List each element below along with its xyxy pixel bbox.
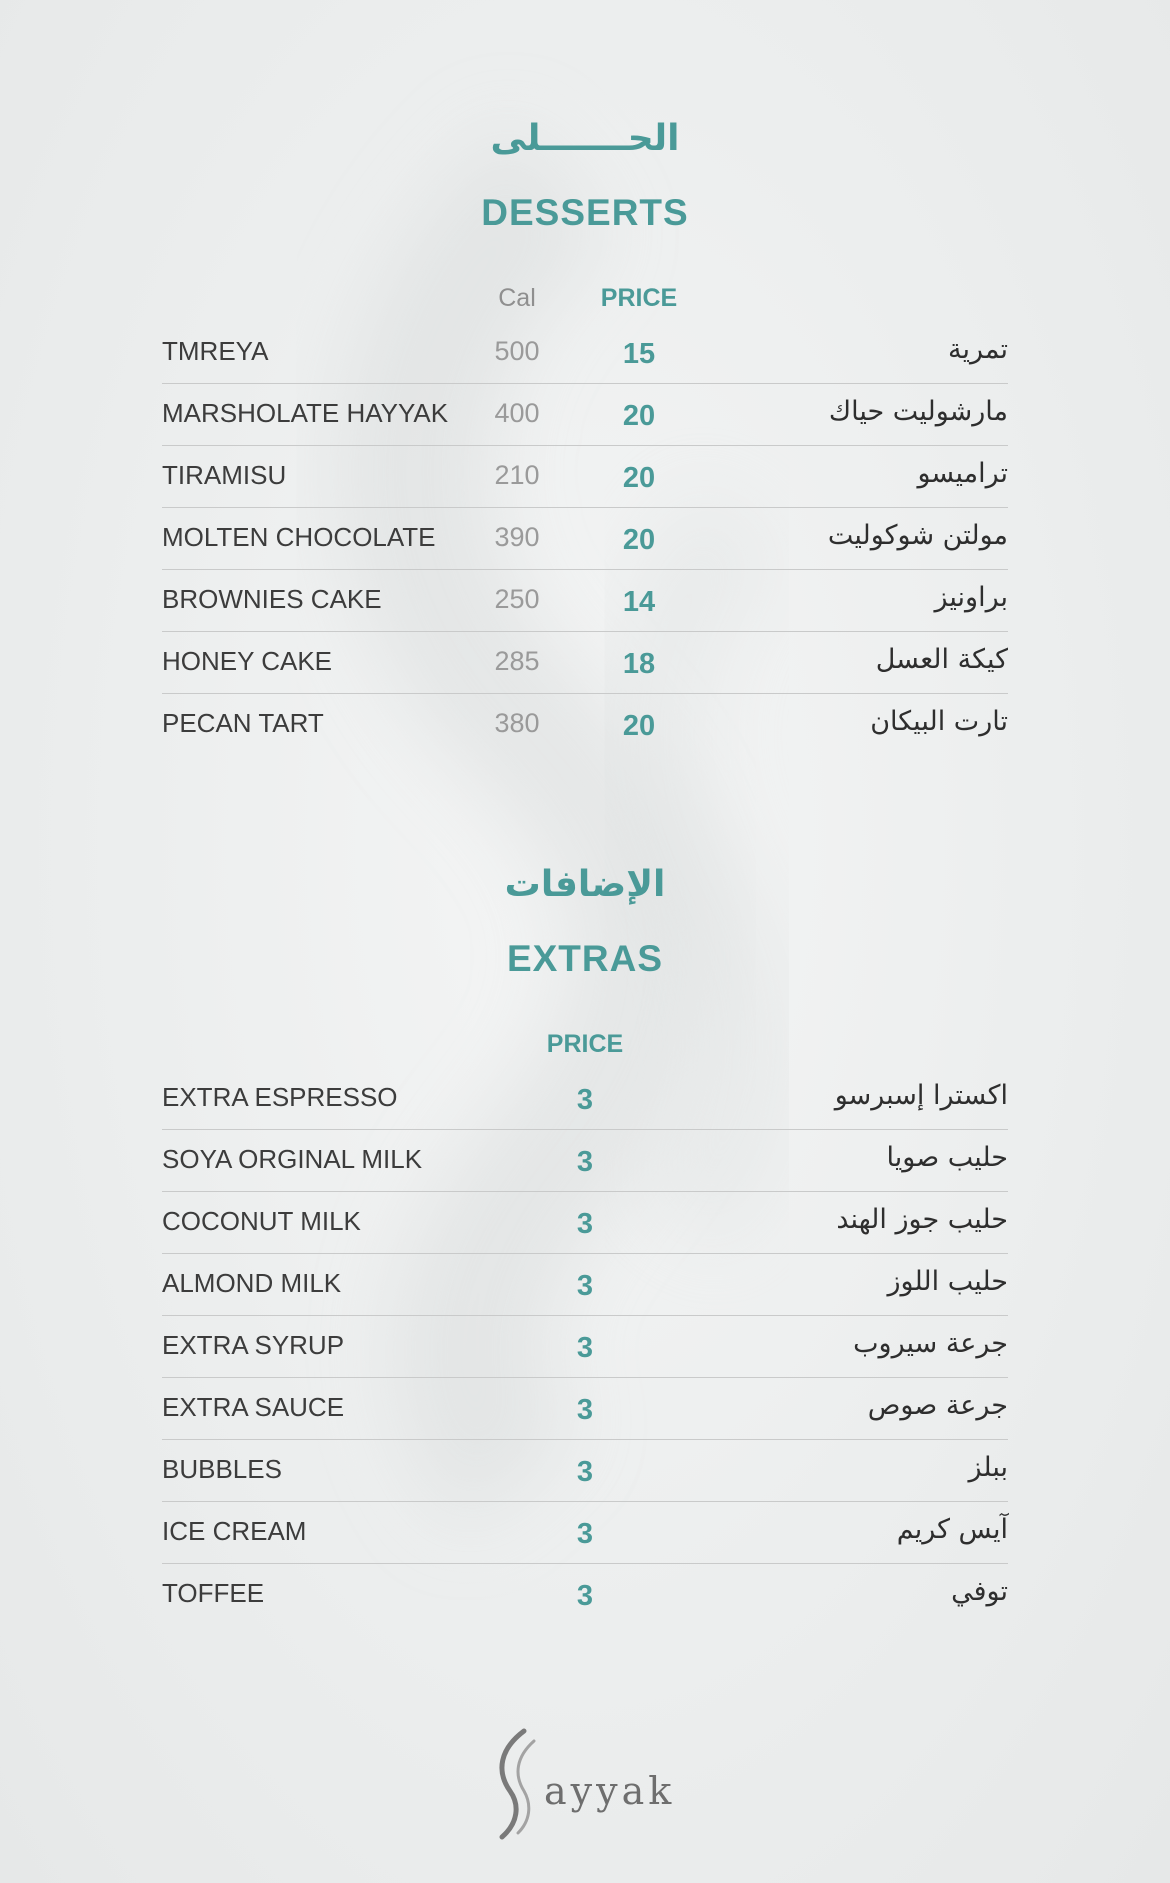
item-price: 3 xyxy=(576,1580,594,1612)
item-price: 20 xyxy=(622,524,656,556)
item-name-en: COCONUT MILK xyxy=(162,1206,361,1236)
item-price: 3 xyxy=(576,1394,594,1426)
item-name-en: ICE CREAM xyxy=(162,1516,307,1546)
item-calories: 210 xyxy=(494,460,540,490)
item-price: 15 xyxy=(622,338,656,370)
menu-row xyxy=(162,508,1008,570)
item-price: 18 xyxy=(622,648,656,680)
item-name-en: BROWNIES CAKE xyxy=(162,584,382,614)
item-name-en: PECAN TART xyxy=(162,708,324,738)
item-price: 3 xyxy=(576,1456,594,1488)
item-name-ar: اكسترا إسبرسو xyxy=(834,1080,1008,1111)
item-name-en: HONEY CAKE xyxy=(162,646,333,676)
swirl-s-logo-icon xyxy=(490,1725,550,1845)
desserts-title-en: DESSERTS xyxy=(481,192,689,233)
price-column-header: PRICE xyxy=(546,1030,624,1058)
item-name-ar: تمرية xyxy=(947,334,1008,365)
item-name-en: BUBBLES xyxy=(162,1454,282,1484)
item-name-en: EXTRA SAUCE xyxy=(162,1392,345,1422)
calories-column-header: Cal xyxy=(498,284,536,312)
item-name-ar: جرعة صوص xyxy=(867,1390,1008,1421)
item-name-en: MARSHOLATE HAYYAK xyxy=(162,398,449,428)
menu-row xyxy=(162,1378,1008,1440)
item-name-en: MOLTEN CHOCOLATE xyxy=(162,522,436,552)
item-name-ar: آيس كريم xyxy=(896,1514,1008,1545)
item-calories: 250 xyxy=(494,584,540,614)
item-price: 3 xyxy=(576,1146,594,1178)
item-calories: 285 xyxy=(494,646,540,676)
item-price: 3 xyxy=(576,1518,594,1550)
item-name-ar: براونيز xyxy=(934,582,1008,613)
extras-title-en: EXTRAS xyxy=(506,938,664,979)
menu-row xyxy=(162,1440,1008,1502)
item-calories: 380 xyxy=(494,708,540,738)
logo-wordmark: ayyak xyxy=(544,1769,676,1813)
menu-row xyxy=(162,1564,1008,1626)
item-name-en: EXTRA ESPRESSO xyxy=(162,1082,398,1112)
item-price: 3 xyxy=(576,1084,594,1116)
item-price: 20 xyxy=(622,710,656,742)
item-price: 3 xyxy=(576,1332,594,1364)
hayyak-logo xyxy=(490,1725,690,1845)
item-price: 3 xyxy=(576,1208,594,1240)
item-calories: 390 xyxy=(494,522,540,552)
menu-row xyxy=(162,1254,1008,1316)
extras-title-ar: الإضافات xyxy=(504,864,666,905)
item-name-ar: حليب جوز الهند xyxy=(836,1204,1008,1235)
item-name-en: SOYA ORGINAL MILK xyxy=(162,1144,423,1174)
item-calories: 500 xyxy=(494,336,540,366)
menu-row xyxy=(162,1130,1008,1192)
item-name-ar: توفي xyxy=(951,1576,1008,1607)
item-name-en: TMREYA xyxy=(162,336,269,366)
item-name-en: TIRAMISU xyxy=(162,460,287,490)
menu-row xyxy=(162,632,1008,694)
menu-row xyxy=(162,1068,1008,1130)
item-name-ar: ببلز xyxy=(968,1452,1008,1483)
item-name-ar: حليب اللوز xyxy=(887,1266,1008,1297)
menu-row xyxy=(162,446,1008,508)
menu-row xyxy=(162,384,1008,446)
desserts-title-ar: الحـــــــلى xyxy=(490,118,680,159)
price-column-header: PRICE xyxy=(600,284,678,312)
menu-row xyxy=(162,322,1008,384)
item-price: 20 xyxy=(622,400,656,432)
menu-row xyxy=(162,1316,1008,1378)
menu-row xyxy=(162,1192,1008,1254)
menu-row xyxy=(162,694,1008,756)
item-name-en: TOFFEE xyxy=(162,1578,265,1608)
item-name-en: EXTRA SYRUP xyxy=(162,1330,345,1360)
item-name-ar: مولتن شوكوليت xyxy=(827,520,1008,551)
item-price: 14 xyxy=(622,586,656,618)
menu-row xyxy=(162,570,1008,632)
menu-row xyxy=(162,1502,1008,1564)
item-price: 20 xyxy=(622,462,656,494)
item-calories: 400 xyxy=(494,398,540,428)
item-name-en: ALMOND MILK xyxy=(162,1268,342,1298)
item-name-ar: كيكة العسل xyxy=(875,644,1008,675)
item-name-ar: جرعة سيروب xyxy=(853,1328,1008,1359)
item-name-ar: تراميسو xyxy=(917,458,1008,489)
item-name-ar: مارشوليت حياك xyxy=(828,396,1008,427)
item-price: 3 xyxy=(576,1270,594,1302)
item-name-ar: حليب صويا xyxy=(886,1142,1008,1173)
item-name-ar: تارت البيكان xyxy=(870,706,1008,737)
